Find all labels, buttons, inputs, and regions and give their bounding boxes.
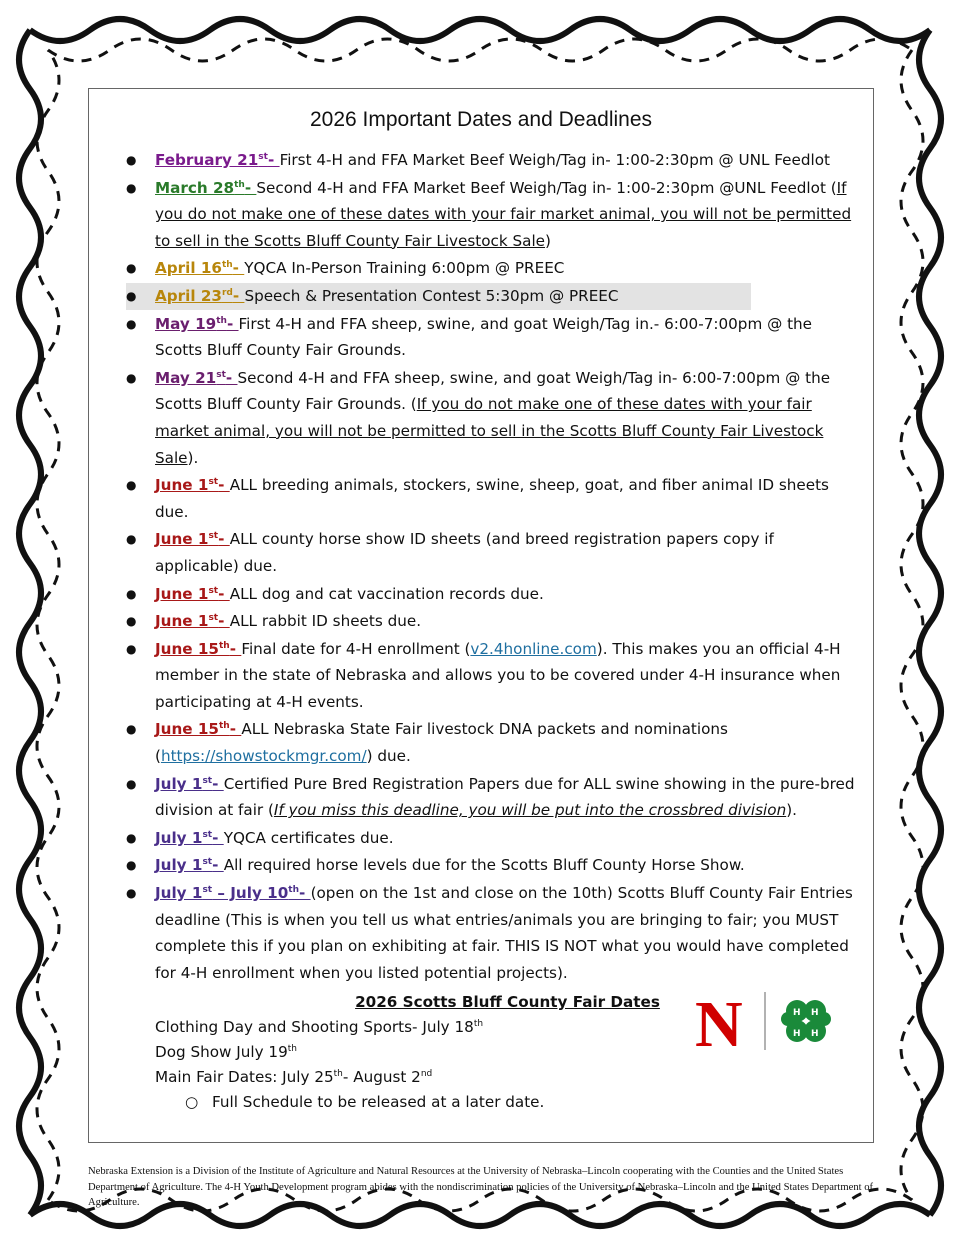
deadline-item [126,526,861,579]
fair-sub-item: ○ Full Schedule to be released at a later date. [155,1090,675,1115]
fair-line-main-dates: Main Fair Dates: July 25th- August 2nd [155,1068,433,1086]
bullet-icon: ● [126,830,137,845]
deadline-note: If you miss this deadline, you will be put into the crossbred division [273,801,787,820]
deadline-item: ● July 1st- Certified Pure Bred Registration Papers due for ALL swine showing in the pure-bred division at fair (If you miss this deadline, you will be put into the crossbred division). [126,771,861,824]
deadline-text: Certified Pure Bred Registration Papers due for ALL swine showing in the pure-bred division at fair ( [155,774,855,820]
deadline-date: July 1st- [155,828,224,847]
deadline-date: June 1st- [155,612,230,631]
web-link[interactable]: https://showstockmgr.com/ [160,747,367,766]
bullet-icon: ● [126,776,137,791]
deadline-text: Final date for 4-H enrollment ( [241,639,471,658]
deadline-item [126,608,861,635]
deadline-text: YQCA certificates due. [223,828,394,847]
web-link[interactable]: v2.4honline.com [470,639,597,658]
deadline-item [126,880,861,986]
deadline-text: Speech & Presentation Contest 5:30pm @ PREEC [244,286,619,305]
fair-dates-title: 2026 Scotts Bluff County Fair Dates [355,993,660,1011]
deadline-date: April 16th- [155,259,245,278]
deadline-date: July 1st- [155,774,224,793]
deadline-text: ALL Nebraska State Fair livestock DNA packets and nominations ( [155,720,728,766]
deadline-item: ● May 21st- Second 4-H and FFA sheep, swine, and goat Weigh/Tag in- 6:00-7:00pm @ the Scotts Bluff County Fair Grounds. (If you do not make one of these dates with your fair market animal, you will not be permitted to sell in the Scotts Bluff County Fair Livestock Sale). [126,365,861,471]
fair-line-clothing: Clothing Day and Shooting Sports- July 18th [155,1018,484,1036]
deadline-date: June 15th- [155,720,242,739]
bullet-icon: ● [126,722,137,737]
nebraska-4h-logo [693,988,843,1054]
deadline-text: Second 4-H and FFA Market Beef Weigh/Tag in- 1:00-2:30pm @UNL Feedlot [256,178,826,197]
deadline-text: ALL dog and cat vaccination records due. [229,584,544,603]
bullet-icon: ● [126,370,137,385]
bullet-icon: ● [126,586,137,601]
bullet-icon: ● [126,886,137,901]
deadline-date: June 1st- [155,530,230,549]
deadline-item [126,311,861,364]
deadline-item: ● March 28th- Second 4-H and FFA Market Beef Weigh/Tag in- 1:00-2:30pm @UNL Feedlot (If you do not make one of these dates with your fair market animal, you will not be permitted to sell in the Scotts Bluff County Fair Livestock Sale) [126,175,861,255]
svg-text:H: H [811,1008,819,1018]
deadline-date: July 1st- [155,856,224,875]
bullet-icon: ● [126,180,137,195]
bullet-icon: ● [126,641,137,656]
footer-disclaimer: Nebraska Extension is a Division of the Institute of Agriculture and Natural Resources at the University of Nebraska–Lincoln cooperating with the Counties and the United States Department of Agriculture. The 4-H Youth Development program abides with the nondiscrimination policies of the University of Nebraska–Lincoln and the United States Department of Agriculture. [88,1166,874,1208]
deadline-item [126,283,751,310]
deadline-item [126,825,861,852]
bullet-icon: ● [126,316,137,331]
deadline-item [126,472,861,525]
deadline-date: June 15th- [155,639,242,658]
deadline-text: First 4-H and FFA Market Beef Weigh/Tag in- 1:00-2:30pm @ UNL Feedlot [279,151,830,169]
fair-dates-section [155,990,675,1115]
deadline-date: April 23rd- [155,286,245,305]
deadline-item: ● June 15th- Final date for 4-H enrollment (v2.4honline.com). This makes you an official 4-H member in the state of Nebraska and allows you to be covered under 4-H insurance when participating at 4-H events. [126,636,861,716]
deadline-item [126,581,861,608]
nebraska-n-icon: N [695,988,743,1054]
circle-bullet-icon: ○ [185,1093,199,1111]
deadline-date: July 1st – July 10th- [155,884,311,903]
page-title: 2026 Important Dates and Deadlines [309,108,653,131]
deadline-note: If you do not make one of these dates with your fair market animal, you will not be permitted to sell in the Scotts Bluff County Fair Livestock Sale [155,395,824,467]
bullet-icon: ● [126,153,137,167]
deadline-text: ALL county horse show ID sheets (and breed registration papers copy if applicable) due. [155,530,774,575]
fair-line-dog-show: Dog Show July 19th [155,1043,297,1061]
deadline-text: (open on the 1st and close on the 10th) Scotts Bluff County Fair Entries deadline (This is when you tell us what entries/animals you are bringing to fair; you MUST complete this if you plan on exhibiting at fair. THIS IS NOT what you would have completed for 4-H enrollment when you listed potential projects). [155,884,853,982]
deadline-list [126,147,861,987]
deadline-item [126,852,861,879]
deadline-text: All required horse levels due for the Scotts Bluff County Horse Show. [223,856,745,875]
bullet-icon: ● [126,288,137,303]
deadline-item [126,147,861,174]
deadline-text: ALL breeding animals, stockers, swine, sheep, goat, and fiber animal ID sheets due. [155,476,829,521]
deadline-date: May 21st- [155,368,238,387]
deadline-text: Second 4-H and FFA sheep, swine, and goat Weigh/Tag in- 6:00-7:00pm @ the Scotts Bluff County Fair Grounds. ( [155,368,831,414]
deadline-text: First 4-H and FFA sheep, swine, and goat Weigh/Tag in.- 6:00-7:00pm @ the Scotts Bluff County Fair Grounds. [155,314,813,360]
bullet-icon: ● [126,478,137,493]
bullet-icon: ● [126,858,137,873]
deadline-item: ● June 15th- ALL Nebraska State Fair livestock DNA packets and nominations (https://showstockmgr.com/) due. [126,716,861,769]
deadline-text: YQCA In-Person Training 6:00pm @ PREEC [244,259,565,278]
svg-text:H: H [811,1029,819,1039]
bullet-icon: ● [126,532,137,547]
deadline-date: June 1st- [155,584,230,603]
deadline-date: June 1st- [155,476,230,495]
clover-icon [781,1000,831,1042]
svg-text:H: H [793,1029,801,1039]
deadline-item [126,255,861,282]
bullet-icon: ● [126,261,137,276]
bullet-icon: ● [126,614,137,629]
deadline-date: March 28th- [155,178,257,197]
deadline-note: If you do not make one of these dates with your fair market animal, you will not be permitted to sell in the Scotts Bluff County Fair Livestock Sale [155,178,852,250]
deadline-date: February 21st- [155,151,280,169]
svg-text:H: H [793,1008,801,1018]
deadline-text: ALL rabbit ID sheets due. [229,612,422,631]
deadline-date: May 19th- [155,314,239,333]
